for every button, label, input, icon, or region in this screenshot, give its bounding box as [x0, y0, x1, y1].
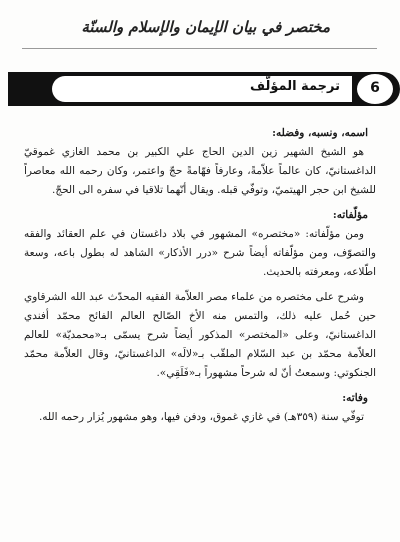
section-heading-works: مؤلّفاته:: [332, 209, 368, 221]
section-text-name: هو الشيخ الشهير زين الدين الحاج علي الكبير بن محمد الغازي غموقيّ الداغستانيّ، كان عالماً علاّمةً، وعارفاً فهّامةً حجّ واعتمر، وكان رحمه الله معاصراً للشيخ ابن حجر الهيتميّ، وتوفّي قبله. ويقال أنّهما تلاقيا في سفره الى الحجّ.: [24, 146, 376, 196]
running-header-title: مختصر في بيان الإيمان والإسلام والسنّة: [81, 18, 330, 36]
section-heading-name: اسمه، ونسبه، وفضله:: [272, 127, 368, 139]
section-heading-death: وفاته:: [342, 392, 368, 404]
page-body: [24, 124, 376, 427]
section-text-works: ومن مؤلّفاته: «مختصره» المشهور في بلاد داغستان في علم العقائد والفقه والتصوّف، ومن مؤلّفاته أيضاً شرح «درر الأذكار» الشاهد له بطول باعه، وسعة اطّلاعه، ومعرفته بالحديث.: [24, 228, 376, 278]
chapter-title: ترجمة المؤلّف: [249, 79, 340, 94]
header-rule: [22, 48, 377, 49]
section-text-death: توفّي سنة (٣٥٩هـ) في غازي غموق، ودفن فيها، وهو مشهور يُزار رحمه الله.: [38, 411, 364, 423]
section-text-commentaries: وشرح على مختصره من علماء مصر العلاّمة الفقيه المحدّث عبد الله الشرقاوي حين حُمل عليه ذلك، والتمس منه الأخ الصّالح العالم الفائح محمّد أفندي الداغستانيّ، وعلى «المختصر» المذكور أيضاً شرح يسمّى بـ«محمديّة» للعالم العلاّمة محمّد بن عبد السّلام الملقّب بـ«لالَه» الداغستانيّ، وقال العلاّمة محمّد الجنكوتي: وسمعتُ أنّ له شرحاً مشهوراً بـ«فَلَقِي».: [24, 291, 376, 379]
page-number: 6: [370, 80, 380, 96]
